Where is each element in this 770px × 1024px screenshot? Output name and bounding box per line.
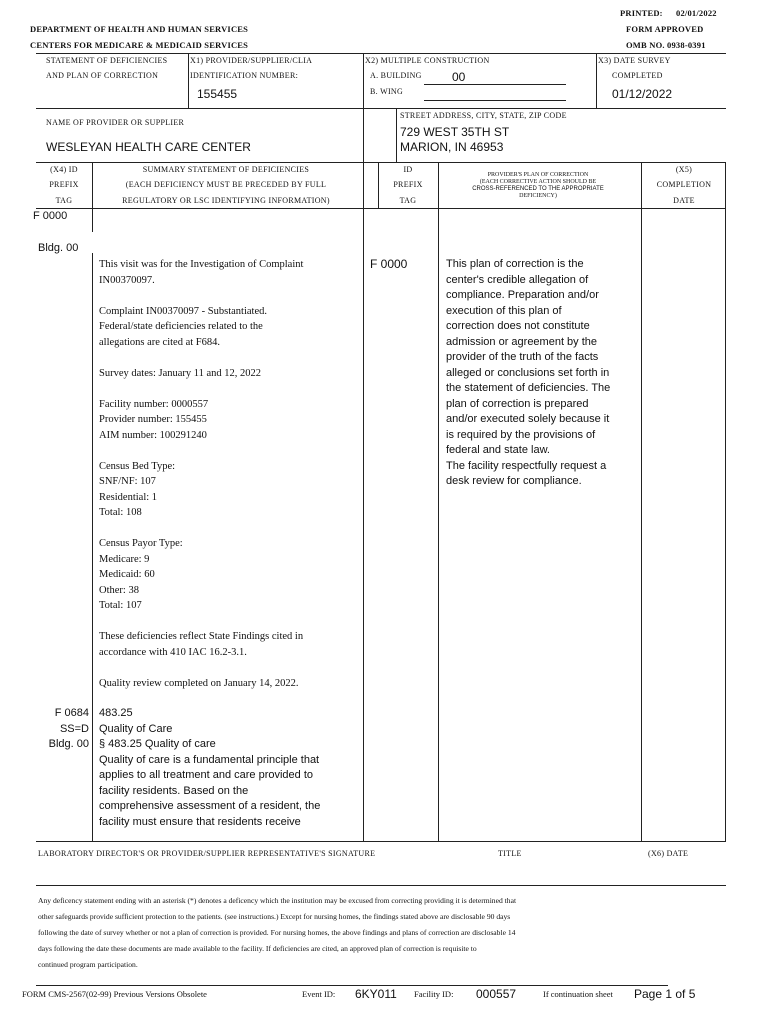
- f0684-text: 483.25 Quality of Care § 483.25 Quality of care Quality of care is a fundamental principle that applies to all treatment and care provided to facility residents. Based on the comprehensive assessment of a resident, the facility must ensure that residents receive: [99, 707, 321, 828]
- plan-header: [438, 172, 638, 200]
- x2-label: X2) MULTIPLE CONSTRUCTION: [365, 56, 490, 65]
- plan-header-3: CROSS-REFERENCED TO THE APPROPRIATE: [472, 186, 604, 192]
- x4-header-1: (X4) ID: [50, 165, 78, 174]
- address-line1: 729 WEST 35TH ST: [400, 125, 510, 139]
- printed-date: 02/01/2022: [676, 8, 717, 18]
- building-label: A. BUILDING: [370, 71, 422, 80]
- bldg-00: Bldg. 00: [38, 242, 79, 254]
- column-divider: [92, 162, 93, 232]
- agency-line1: DEPARTMENT OF HEALTH AND HUMAN SERVICES: [30, 24, 249, 34]
- column-header-rule: [36, 208, 726, 209]
- divider: [596, 53, 597, 109]
- header-top-rule: [36, 53, 726, 54]
- signature-label: LABORATORY DIRECTOR'S OR PROVIDER/SUPPLIER REPRESENTATIVE'S SIGNATURE: [38, 849, 376, 858]
- address-label: STREET ADDRESS, CITY, STATE, ZIP CODE: [400, 111, 567, 120]
- summary-paragraph: Survey dates: January 11 and 12, 2022: [99, 367, 262, 379]
- address-line2: MARION, IN 46953: [400, 140, 504, 154]
- tag-f0000: F 0000: [33, 210, 68, 222]
- wing-label: B. WING: [370, 87, 404, 96]
- x5-header-2: COMPLETION: [656, 180, 712, 189]
- column-divider: [641, 162, 642, 841]
- column-divider: [725, 162, 726, 841]
- summary-paragraph: Census Payor Type: Medicare: 9 Medicaid: 60 Other: 38 Total: 107: [99, 538, 183, 611]
- x5-header-1: (X5): [675, 165, 693, 174]
- signature-rule: [36, 885, 726, 886]
- column-divider: [363, 162, 364, 841]
- statement-label-1: STATEMENT OF DEFICIENCIES: [46, 56, 168, 65]
- summary-header-3: REGULATORY OR LSC IDENTIFYING INFORMATION): [122, 196, 330, 205]
- x4-header-2: PREFIX: [49, 180, 79, 189]
- plan-of-correction-text: This plan of correction is the center's credible allegation of compliance. Preparation and/or execution of this plan of correction does not constitute admission or agreement by the provider of the truth of the facts alleged or conclusions set forth in the statement of deficiencies. The plan of correction is prepared and/or executed solely because it is required by the provisions of federal and state law. The facility respectfully request a desk review for compliance.: [446, 258, 611, 487]
- form-number: FORM CMS-2567(02-99) Previous Versions Obsolete: [22, 989, 207, 999]
- facility-id-value: 000557: [476, 987, 517, 1001]
- id-header-3: TAG: [399, 196, 417, 205]
- summary-header-1: SUMMARY STATEMENT OF DEFICIENCIES: [142, 165, 310, 174]
- form-approved: FORM APPROVED: [626, 24, 704, 34]
- provider-name-value: WESLEYAN HEALTH CARE CENTER: [46, 140, 251, 154]
- omb-number: OMB NO. 0938-0391: [626, 40, 706, 50]
- divider: [36, 108, 726, 109]
- id-header-2: PREFIX: [393, 180, 423, 189]
- divider: [188, 53, 189, 109]
- x3-label-2: COMPLETED: [612, 71, 663, 80]
- x1-label-2: IDENTIFICATION NUMBER:: [190, 71, 299, 80]
- plan-tag: F 0000: [370, 257, 408, 271]
- x4-header-3: TAG: [55, 196, 73, 205]
- summary-header-2: (EACH DEFICIENCY MUST BE PRECEDED BY FULL: [125, 180, 327, 189]
- divider: [36, 162, 726, 163]
- footer-rule: [36, 985, 668, 986]
- facility-id-label: Facility ID:: [414, 989, 454, 999]
- agency-line2: CENTERS FOR MEDICARE & MEDICAID SERVICES: [30, 40, 249, 50]
- page-number: Page 1 of 5: [634, 987, 696, 1001]
- title-label: TITLE: [498, 849, 522, 858]
- event-id-value: 6KY011: [355, 987, 397, 1001]
- x6-date-label: (X6) DATE: [648, 849, 689, 858]
- summary-paragraph: These deficiencies reflect State Findings cited in accordance with 410 IAC 16.2-3.1.: [99, 631, 304, 658]
- survey-date-value: 01/12/2022: [612, 87, 673, 101]
- statement-label-2: AND PLAN OF CORRECTION: [46, 71, 159, 80]
- provider-id-value: 155455: [197, 87, 238, 101]
- table-bottom-rule: [36, 841, 726, 842]
- ss-d: SS=D: [59, 722, 89, 735]
- plan-header-2: (EACH CORRECTIVE ACTION SHOULD BE: [479, 179, 597, 185]
- column-divider: [438, 162, 439, 841]
- column-divider: [378, 162, 379, 208]
- bldg-00-f0684: Bldg. 00: [48, 738, 89, 750]
- id-header-1: ID: [403, 165, 413, 174]
- continuation-label: If continuation sheet: [543, 989, 613, 999]
- provider-name-label: NAME OF PROVIDER OR SUPPLIER: [46, 118, 185, 127]
- column-divider: [92, 253, 93, 841]
- building-value: 00: [452, 70, 466, 84]
- summary-paragraph: This visit was for the Investigation of Complaint IN00370097.: [99, 259, 304, 286]
- divider: [396, 108, 397, 163]
- x1-label-1: X1) PROVIDER/SUPPLIER/CLIA: [190, 56, 313, 65]
- plan-header-4: DEFICIENCY): [519, 193, 557, 199]
- summary-paragraph: Complaint IN00370097 - Substantiated. Federal/state deficiencies related to the allegations are cited at F684.: [99, 305, 267, 348]
- building-underline: [424, 84, 566, 85]
- x5-header-3: DATE: [673, 196, 695, 205]
- f0684-tag-block: [33, 706, 89, 753]
- summary-paragraph: Quality review completed on January 14, 2022.: [99, 677, 299, 689]
- printed-label: PRINTED:: [620, 8, 663, 18]
- summary-paragraph: Census Bed Type: SNF/NF: 107 Residential: 1 Total: 108: [99, 460, 176, 518]
- x3-label-1: X3) DATE SURVEY: [598, 56, 671, 65]
- wing-underline: [424, 100, 566, 101]
- tag-f0684: F 0684: [54, 707, 89, 719]
- summary-paragraph: Facility number: 0000557 Provider number: 155455 AIM number: 100291240: [99, 398, 209, 441]
- disclaimer-text: Any deficency statement ending with an asterisk (*) denotes a deficency which the institution may be excused from correcting providing it is determined that other safeguards provide sufficient protection to the patients. (see instructions.) Except for nursing homes, the findings stated above are disclosable 90 days following the date of survey whether or not a plan of correction is provided. For nursing homes, the above findings and plans of correction are disclosable 14 days following the date these documents are made available to the facility. If deficiencies are cited, an approved plan of correction is requisite to continued program participation.: [38, 896, 517, 969]
- plan-header-1: PROVIDER'S PLAN OF CORRECTION: [487, 172, 589, 178]
- summary-block: [99, 257, 361, 707]
- event-id-label: Event ID:: [302, 989, 336, 999]
